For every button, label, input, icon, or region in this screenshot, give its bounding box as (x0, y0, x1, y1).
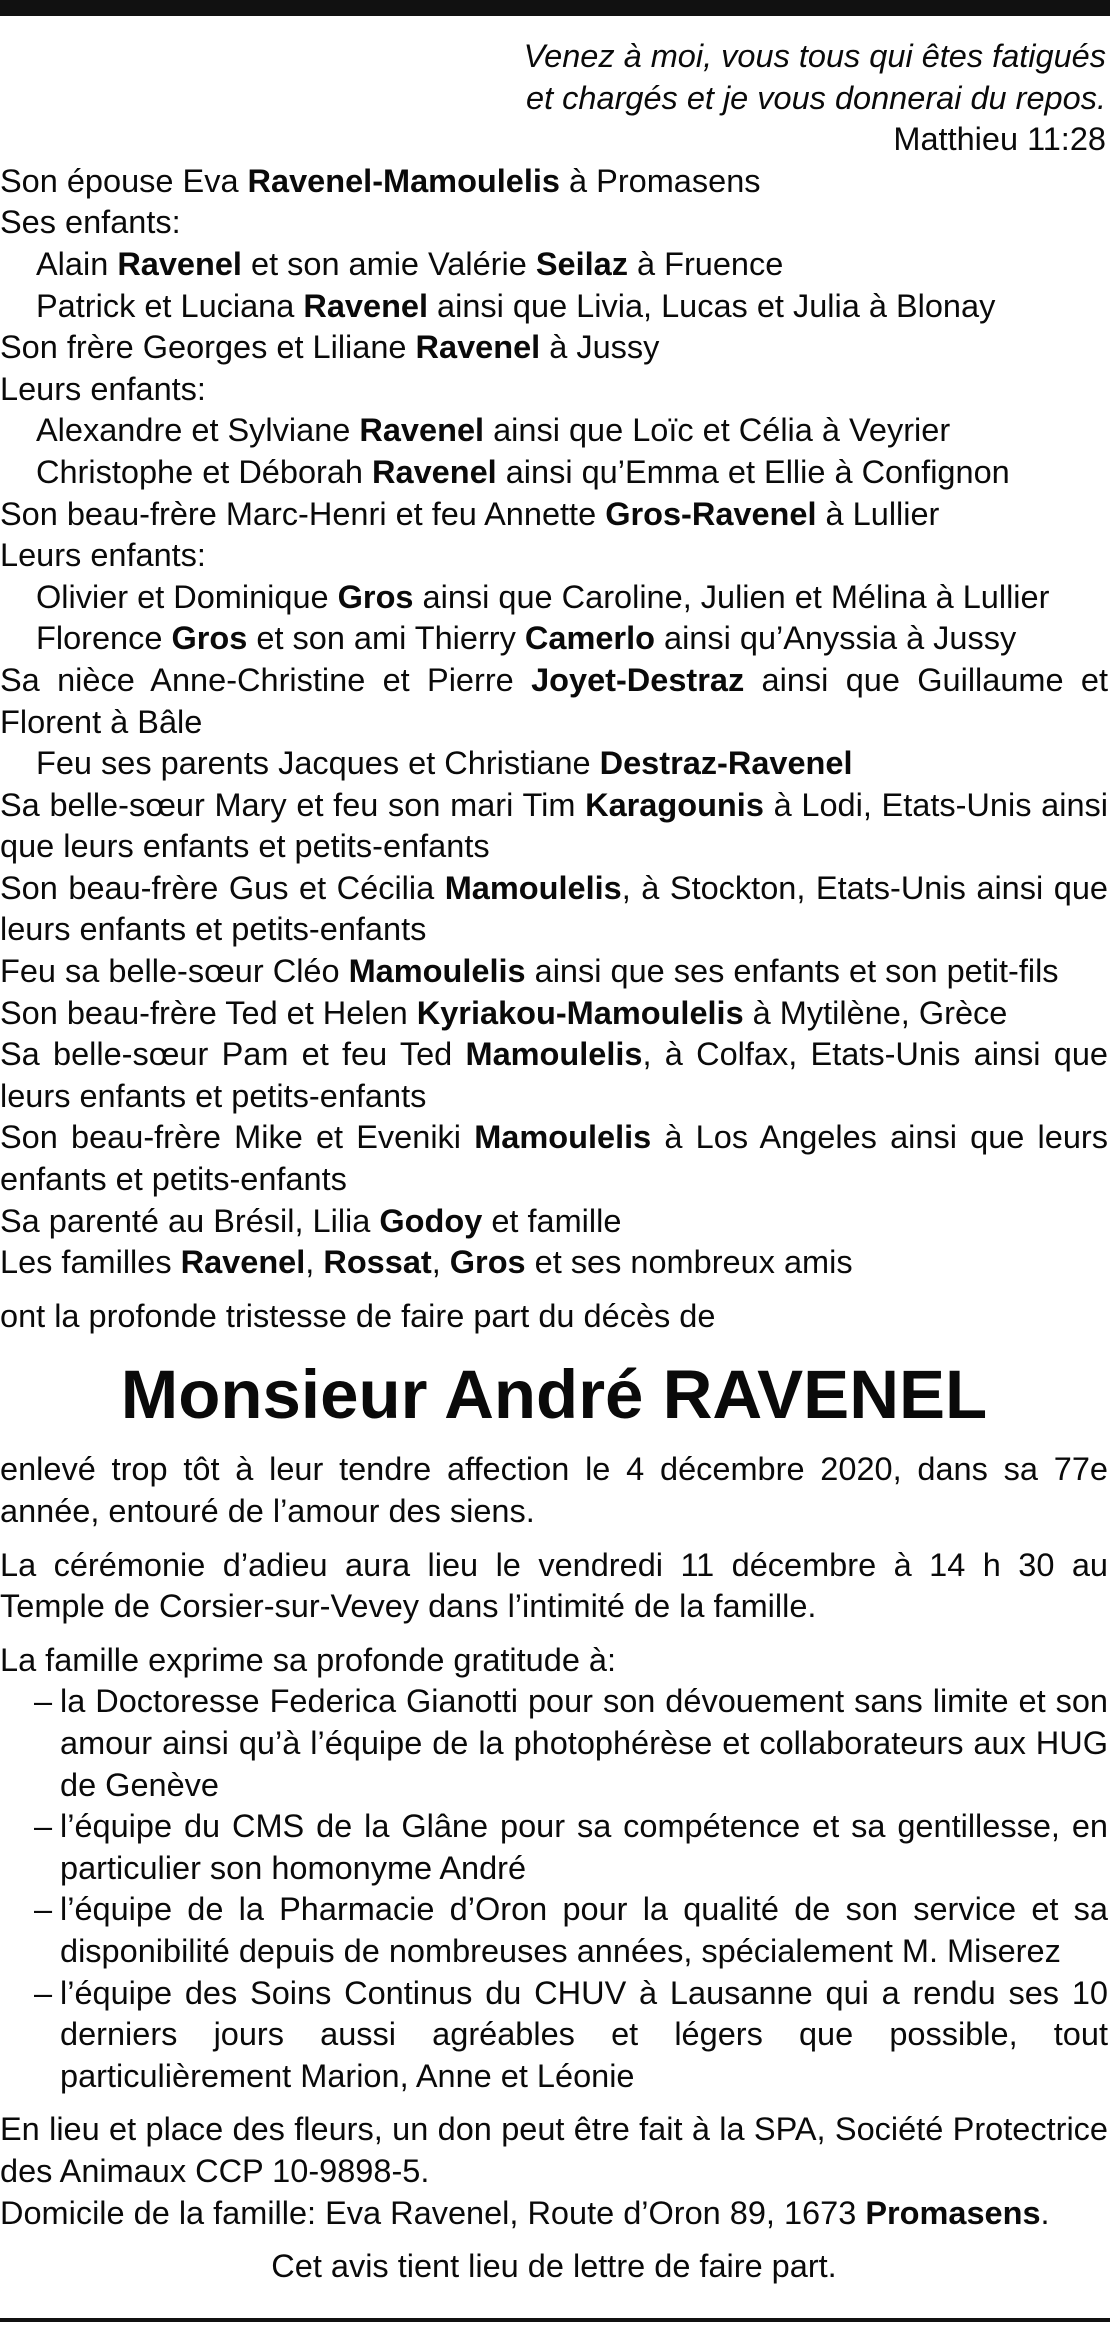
notice-content (0, 36, 1108, 2288)
nephew-line-4: Florence Gros et son ami Thierry Camerlo ainsi qu’Anyssia à Jussy (36, 620, 1017, 657)
bottom-border (0, 2318, 1110, 2322)
gratitude-item: – l’équipe du CMS de la Glâne pour sa compétence et sa gentillesse, en particulier son homonyme André (34, 1808, 1108, 1886)
dash-bullet: – (34, 1974, 53, 2011)
announcement-intro: ont la profonde tristesse de faire part du décès de (0, 1297, 716, 1334)
deceased-name: Monsieur André RAVENEL (120, 1356, 988, 1434)
leurs-enfants-label-2: Leurs enfants: (0, 537, 206, 574)
sister-in-law-line-3: Sa belle-sœur Pam et feu Ted Mamoulelis, à Colfax, Etats-Unis ainsi que leurs enfants et petits-enfants (0, 1036, 1108, 1114)
donation-text: En lieu et place des fleurs, un don peut être fait à la SPA, Société Protectrice des Animaux CCP 10-9898-5. (0, 2111, 1108, 2189)
domicile-line: Domicile de la famille: Eva Ravenel, Route d’Oron 89, 1673 Promasens. (0, 2194, 1050, 2231)
families-line: Les familles Ravenel, Rossat, Gros et ses nombreux amis (0, 1244, 853, 1281)
bible-quote (0, 36, 1106, 161)
nephew-line-2: Christophe et Déborah Ravenel ainsi qu’Emma et Ellie à Confignon (36, 453, 1010, 490)
brother-in-law-line-1: Son beau-frère Marc-Henri et feu Annette Gros-Ravenel à Lullier (0, 495, 940, 532)
niece-line: Sa nièce Anne-Christine et Pierre Joyet-Destraz ainsi que Guillaume et Florent à Bâle (0, 661, 1108, 740)
brother-in-law-line-4: Son beau-frère Mike et Eveniki Mamoulelis à Los Angeles ainsi que leurs enfants et petits-enfants (0, 1119, 1108, 1198)
dash-bullet: – (34, 1808, 53, 1845)
gratitude-intro: La famille exprime sa profonde gratitude à: (0, 1641, 617, 1678)
quote-reference: Matthieu 11:28 (893, 121, 1106, 158)
gratitude-item: – la Doctoresse Federica Gianotti pour son dévouement sans limite et son amour ainsi qu’à l’équipe de la photophérèse et collaborateurs aux HUG de Genève (34, 1683, 1108, 1803)
gratitude-item: – l’équipe de la Pharmacie d’Oron pour la qualité de son service et sa disponibilité depuis de nombreuses années, spécialement M. Miserez (34, 1891, 1108, 1969)
leurs-enfants-label: Leurs enfants: (0, 370, 206, 407)
wife-line: Son épouse Eva Ravenel-Mamoulelis à Promasens (0, 162, 761, 199)
nephew-line-3: Olivier et Dominique Gros ainsi que Caroline, Julien et Mélina à Lullier (36, 578, 1050, 615)
quote-line-1: Venez à moi, vous tous qui êtes fatigués (523, 38, 1106, 74)
closing-line: Cet avis tient lieu de lettre de faire part. (271, 2248, 837, 2285)
child-line-2: Patrick et Luciana Ravenel ainsi que Livia, Lucas et Julia à Blonay (36, 287, 996, 324)
brother-in-law-line-3: Son beau-frère Ted et Helen Kyriakou-Mamoulelis à Mytilène, Grèce (0, 994, 1008, 1031)
children-label: Ses enfants: (0, 204, 181, 241)
brother-line: Son frère Georges et Liliane Ravenel à Jussy (0, 329, 660, 366)
sister-in-law-line-2: Feu sa belle-sœur Cléo Mamoulelis ainsi que ses enfants et son petit-fils (0, 953, 1059, 990)
quote-line-2: et chargés et je vous donnerai du repos. (526, 79, 1106, 116)
dash-bullet: – (34, 1683, 53, 1720)
sister-in-law-line-1: Sa belle-sœur Mary et feu son mari Tim Karagounis à Lodi, Etats-Unis ainsi que leurs enfants et petits-enfants (0, 786, 1108, 865)
death-text: enlevé trop tôt à leur tendre affection le 4 décembre 2020, dans sa 77e année, entouré de l’amour des siens. (0, 1451, 1108, 1529)
nephew-line-1: Alexandre et Sylviane Ravenel ainsi que Loïc et Célia à Veyrier (36, 412, 951, 449)
top-border (0, 0, 1110, 16)
dash-bullet: – (34, 1891, 53, 1928)
child-line-1: Alain Ravenel et son amie Valérie Seilaz à Fruence (36, 245, 784, 282)
gratitude-item: – l’équipe des Soins Continus du CHUV à Lausanne qui a rendu ses 10 derniers jours aussi agréables et légers que possible, tout particulièrement Marion, Anne et Léonie (34, 1974, 1108, 2094)
parents-line: Feu ses parents Jacques et Christiane Destraz-Ravenel (36, 745, 853, 782)
brazil-line: Sa parenté au Brésil, Lilia Godoy et famille (0, 1202, 622, 1239)
ceremony-text: La cérémonie d’adieu aura lieu le vendredi 11 décembre à 14 h 30 au Temple de Corsier-sur-Vevey dans l’intimité de la famille. (0, 1546, 1108, 1625)
brother-in-law-line-2: Son beau-frère Gus et Cécilia Mamoulelis, à Stockton, Etats-Unis ainsi que leurs enfants et petits-enfants (0, 869, 1108, 948)
